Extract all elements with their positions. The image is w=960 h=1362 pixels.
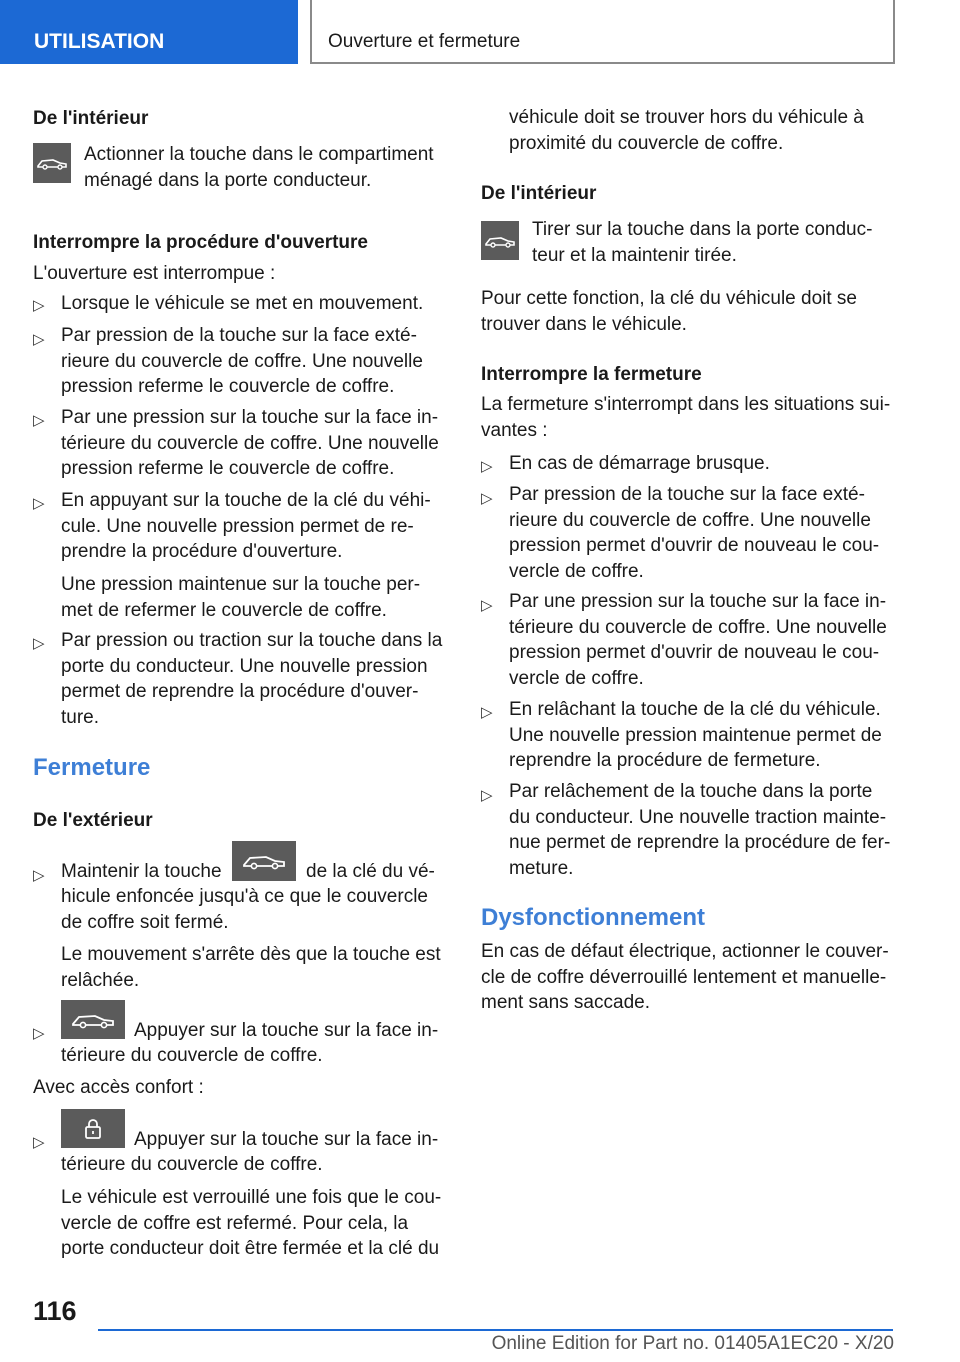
triangle-bullet-icon: ▷	[481, 490, 493, 507]
triangle-bullet-icon: ▷	[481, 704, 493, 721]
list-item-note: Le véhicule est verrouillé une fois que le cou- vercle de coffre est refermé. Pour cela, la porte conducteur doit être fermée et la clé du	[61, 1187, 442, 1259]
lock-icon	[61, 1109, 125, 1148]
list-item: Par pression de la touche sur la face exté- rieure du couvercle de coffre. Une nouvelle pression permet d'ouvrir de nouveau le cou- vercle de coffre.	[509, 484, 880, 582]
list-item-note: Le mouvement s'arrête dès que la touche est relâchée.	[61, 944, 441, 991]
car-trunk-icon	[61, 1000, 125, 1039]
list-item: Appuyer sur la touche sur la face in-	[134, 1129, 439, 1150]
triangle-bullet-icon: ▷	[33, 412, 45, 429]
interior-text: Actionner la touche dans le compartiment ménagé dans la porte conducteur.	[84, 144, 434, 191]
interior-heading: De l'intérieur	[33, 108, 149, 129]
interrupt-intro: La fermeture s'interrompt dans les situations sui- vantes :	[481, 394, 891, 441]
footer-divider	[98, 1329, 893, 1331]
list-item: hicule enfoncée jusqu'à ce que le couvercle de coffre soit fermé.	[61, 886, 428, 933]
interrupt-heading: Interrompre la fermeture	[481, 364, 702, 385]
comfort-access-intro: Avec accès confort :	[33, 1077, 204, 1098]
page-number: 116	[33, 1296, 77, 1326]
interior-text: Tirer sur la touche dans la porte conduc- teur et la maintenir tirée.	[532, 219, 873, 266]
list-item: Lorsque le véhicule se met en mouvement.	[61, 293, 424, 314]
triangle-bullet-icon: ▷	[33, 495, 45, 512]
list-item-tail: de la clé du vé-	[306, 861, 435, 882]
list-item: En cas de démarrage brusque.	[509, 453, 770, 474]
malfunction-section-heading: Dysfonctionnement	[481, 904, 706, 931]
triangle-bullet-icon: ▷	[33, 1025, 45, 1042]
triangle-bullet-icon: ▷	[33, 331, 45, 348]
section-tab: UTILISATION	[0, 0, 298, 64]
list-item-note: Une pression maintenue sur la touche per- met de refermer le couvercle de coffre.	[61, 574, 421, 621]
list-item: En appuyant sur la touche de la clé du véhi- cule. Une nouvelle pression permet de re- prendre la procédure d'ouverture.	[61, 490, 431, 562]
list-item: térieure du couvercle de coffre.	[61, 1045, 323, 1066]
list-item: Par relâchement de la touche dans la porte du conducteur. Une nouvelle traction mainte- nue permet de reprendre la procédure de fer- meture.	[509, 781, 891, 879]
car-trunk-icon	[232, 841, 296, 881]
car-trunk-icon	[481, 221, 519, 260]
function-note: Pour cette fonction, la clé du véhicule doit se trouver dans le véhicule.	[481, 288, 858, 335]
triangle-bullet-icon: ▷	[481, 787, 493, 804]
list-item: Par une pression sur la touche sur la face in- térieure du couvercle de coffre. Une nouvelle pression referme le couvercle de coffre.	[61, 407, 439, 479]
edition-footer: Online Edition for Part no. 01405A1EC20 - X/20	[491, 1333, 894, 1354]
interrupt-intro: L'ouverture est interrompue :	[33, 263, 276, 284]
continued-text: véhicule doit se trouver hors du véhicule à proximité du couvercle de coffre.	[509, 107, 864, 154]
triangle-bullet-icon: ▷	[33, 297, 45, 314]
triangle-bullet-icon: ▷	[33, 1134, 45, 1151]
triangle-bullet-icon: ▷	[33, 635, 45, 652]
closing-section-heading: Fermeture	[33, 754, 151, 781]
list-item: Appuyer sur la touche sur la face in-	[134, 1020, 439, 1041]
chapter-title: Ouverture et fermeture	[310, 0, 895, 64]
list-item: Par une pression sur la touche sur la face in- térieure du couvercle de coffre. Une nouvelle pression permet d'ouvrir de nouveau le cou- vercle de coffre.	[509, 591, 887, 689]
interrupt-heading: Interrompre la procédure d'ouverture	[33, 232, 368, 253]
list-item: Maintenir la touche	[61, 861, 222, 882]
list-item: Par pression de la touche sur la face exté- rieure du couvercle de coffre. Une nouvelle pression referme le couvercle de coffre.	[61, 325, 423, 397]
triangle-bullet-icon: ▷	[33, 867, 45, 884]
list-item: En relâchant la touche de la clé du véhicule. Une nouvelle pression maintenue permet de reprendre la procédure de fermeture.	[509, 699, 882, 771]
triangle-bullet-icon: ▷	[481, 458, 493, 475]
malfunction-text: En cas de défaut électrique, actionner le couver- cle de coffre déverrouillé lentement et manuelle- ment sans saccade.	[481, 941, 889, 1013]
interior-heading: De l'intérieur	[481, 183, 597, 204]
car-trunk-icon	[33, 143, 71, 183]
triangle-bullet-icon: ▷	[481, 597, 493, 614]
exterior-heading: De l'extérieur	[33, 810, 153, 831]
list-item: térieure du couvercle de coffre.	[61, 1154, 323, 1175]
list-item: Par pression ou traction sur la touche dans la porte du conducteur. Une nouvelle pression permet de reprendre la procédure d'ouver- ture.	[61, 630, 443, 728]
